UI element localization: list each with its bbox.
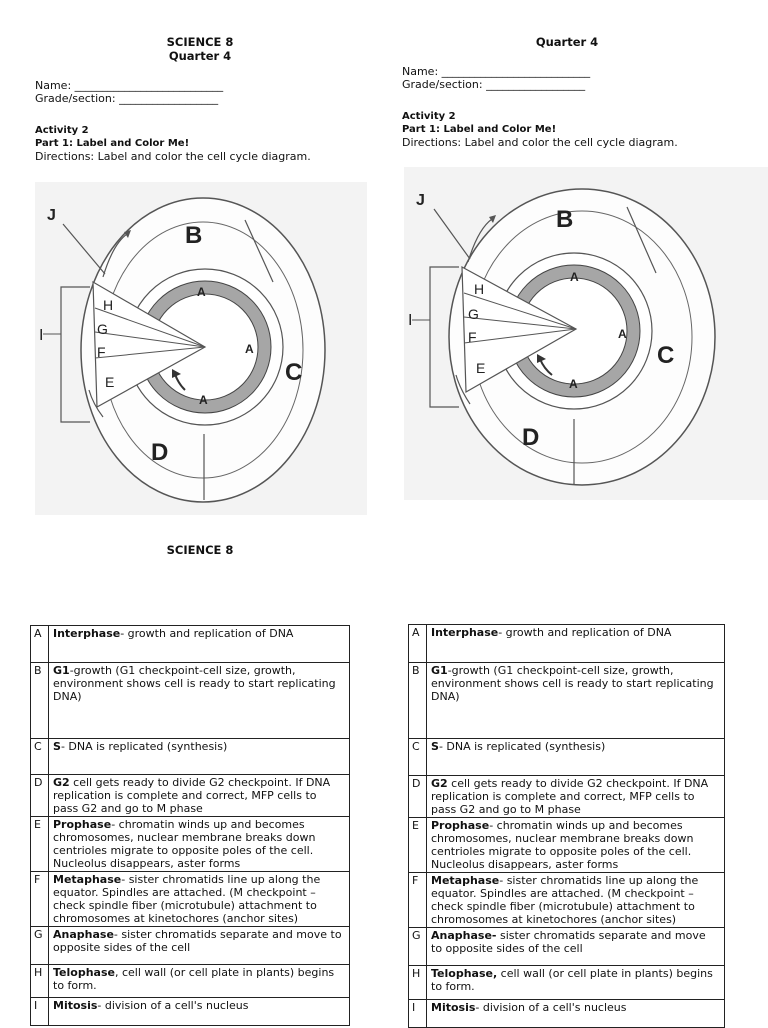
left-label-a-top: A: [197, 285, 206, 299]
table-row: [409, 663, 725, 739]
row-letter: F: [409, 873, 427, 928]
row-letter: A: [31, 626, 49, 663]
row-letter: E: [409, 818, 427, 873]
row-definition: Mitosis- division of a cell's nucleus: [49, 998, 350, 1026]
left-label-g: G: [97, 321, 108, 337]
table-row: [31, 927, 350, 965]
right-name-field[interactable]: Name: ___________________________: [402, 65, 591, 78]
row-letter: G: [409, 928, 427, 966]
right-subtitle: Quarter 4: [535, 35, 599, 49]
table-row: [31, 817, 350, 872]
left-label-a-right: A: [245, 342, 254, 356]
right-part: Part 1: Label and Color Me!: [402, 124, 557, 135]
left-label-i: I: [39, 327, 44, 344]
row-letter: F: [31, 872, 49, 927]
table-row: [409, 1000, 725, 1028]
right-label-g: G: [468, 306, 479, 322]
row-letter: A: [409, 625, 427, 663]
left-label-h: H: [103, 297, 114, 313]
table-row: [31, 998, 350, 1026]
left-name-field[interactable]: Name: ___________________________: [35, 79, 224, 92]
right-label-d: D: [522, 424, 540, 451]
left-directions: Directions: Label and color the cell cycle diagram.: [35, 150, 311, 163]
row-letter: C: [409, 739, 427, 776]
right-grade-field[interactable]: Grade/section: __________________: [402, 78, 586, 91]
right-label-a-bottom: A: [569, 377, 578, 391]
row-letter: E: [31, 817, 49, 872]
left-label-e: E: [105, 374, 115, 390]
table-row: [31, 775, 350, 817]
right-label-a-top: A: [570, 270, 579, 284]
left-label-b: B: [185, 222, 203, 249]
row-definition: Interphase- growth and replication of DNA: [427, 625, 725, 663]
row-letter: C: [31, 739, 49, 775]
left-grade-field[interactable]: Grade/section: __________________: [35, 92, 219, 105]
left-label-j: J: [47, 207, 56, 224]
row-letter: B: [31, 663, 49, 739]
table-row: [409, 739, 725, 776]
table-row: [409, 966, 725, 1000]
left-cell-cycle-svg: [35, 182, 367, 515]
table-row: [409, 873, 725, 928]
right-label-f: F: [468, 329, 477, 345]
row-definition: Metaphase- sister chromatids line up along the equator. Spindles are attached. (M checkpoint – check spindle fiber (microtubule) attachment to chromosomes at kinetochores (anchor sites): [49, 872, 350, 927]
row-letter: H: [31, 965, 49, 998]
row-letter: I: [31, 998, 49, 1026]
row-definition: S- DNA is replicated (synthesis): [49, 739, 350, 775]
right-definitions-table: [408, 624, 725, 1028]
right-label-a-right: A: [618, 327, 627, 341]
table-row: [31, 626, 350, 663]
left-title: SCIENCE 8: [166, 35, 234, 49]
row-definition: G1-growth (G1 checkpoint-cell size, growth, environment shows cell is ready to start replicating DNA): [427, 663, 725, 739]
table-row: [409, 776, 725, 818]
row-letter: D: [409, 776, 427, 818]
row-letter: D: [31, 775, 49, 817]
row-letter: B: [409, 663, 427, 739]
right-cell-cycle-svg: [404, 167, 768, 500]
row-definition: Prophase- chromatin winds up and becomes chromosomes, nuclear membrane breaks down centrioles migrate to opposite poles of the cell. Nucleolus disappears, aster forms: [49, 817, 350, 872]
left-label-f: F: [97, 344, 106, 360]
left-subtitle: Quarter 4: [168, 49, 232, 63]
left-definitions-table: [30, 625, 350, 1026]
row-definition: Mitosis- division of a cell's nucleus: [427, 1000, 725, 1028]
table-row: [409, 625, 725, 663]
row-definition: Telophase, cell wall (or cell plate in plants) begins to form.: [427, 966, 725, 1000]
right-label-h: H: [474, 281, 485, 297]
row-definition: G2 cell gets ready to divide G2 checkpoint. If DNA replication is complete and correct, MFP cells to pass G2 and go to M phase: [427, 776, 725, 818]
row-definition: G1-growth (G1 checkpoint-cell size, growth, environment shows cell is ready to start replicating DNA): [49, 663, 350, 739]
left-footer-title: SCIENCE 8: [166, 543, 234, 557]
table-row: [409, 928, 725, 966]
right-label-c: C: [657, 342, 675, 369]
row-definition: Metaphase- sister chromatids line up along the equator. Spindles are attached. (M checkpoint – check spindle fiber (microtubule) attachment to chromosomes at kinetochores (anchor sites): [427, 873, 725, 928]
right-directions: Directions: Label and color the cell cycle diagram.: [402, 136, 678, 149]
right-label-j: J: [416, 192, 425, 209]
left-label-d: D: [151, 439, 169, 466]
table-row: [31, 872, 350, 927]
row-letter: G: [31, 927, 49, 965]
right-label-e: E: [476, 360, 486, 376]
left-label-a-bottom: A: [199, 393, 208, 407]
left-part: Part 1: Label and Color Me!: [35, 138, 190, 149]
left-cell-cycle-diagram: [35, 182, 367, 515]
row-definition: S- DNA is replicated (synthesis): [427, 739, 725, 776]
row-definition: Anaphase- sister chromatids separate and move to opposite sides of the cell: [427, 928, 725, 966]
right-label-b: B: [556, 206, 574, 233]
left-label-c: C: [285, 359, 303, 386]
row-letter: H: [409, 966, 427, 1000]
row-definition: Telophase, cell wall (or cell plate in plants) begins to form.: [49, 965, 350, 998]
right-activity: Activity 2: [402, 111, 456, 122]
row-definition: G2 cell gets ready to divide G2 checkpoint. If DNA replication is complete and correct, MFP cells to pass G2 and go to M phase: [49, 775, 350, 817]
left-activity: Activity 2: [35, 125, 89, 136]
row-letter: I: [409, 1000, 427, 1028]
table-row: [31, 663, 350, 739]
right-cell-cycle-diagram: [404, 167, 768, 500]
table-row: [409, 818, 725, 873]
row-definition: Prophase- chromatin winds up and becomes chromosomes, nuclear membrane breaks down centrioles migrate to opposite poles of the cell. Nucleolus disappears, aster forms: [427, 818, 725, 873]
row-definition: Interphase- growth and replication of DNA: [49, 626, 350, 663]
table-row: [31, 739, 350, 775]
table-row: [31, 965, 350, 998]
row-definition: Anaphase- sister chromatids separate and move to opposite sides of the cell: [49, 927, 350, 965]
right-label-i: I: [408, 312, 413, 329]
